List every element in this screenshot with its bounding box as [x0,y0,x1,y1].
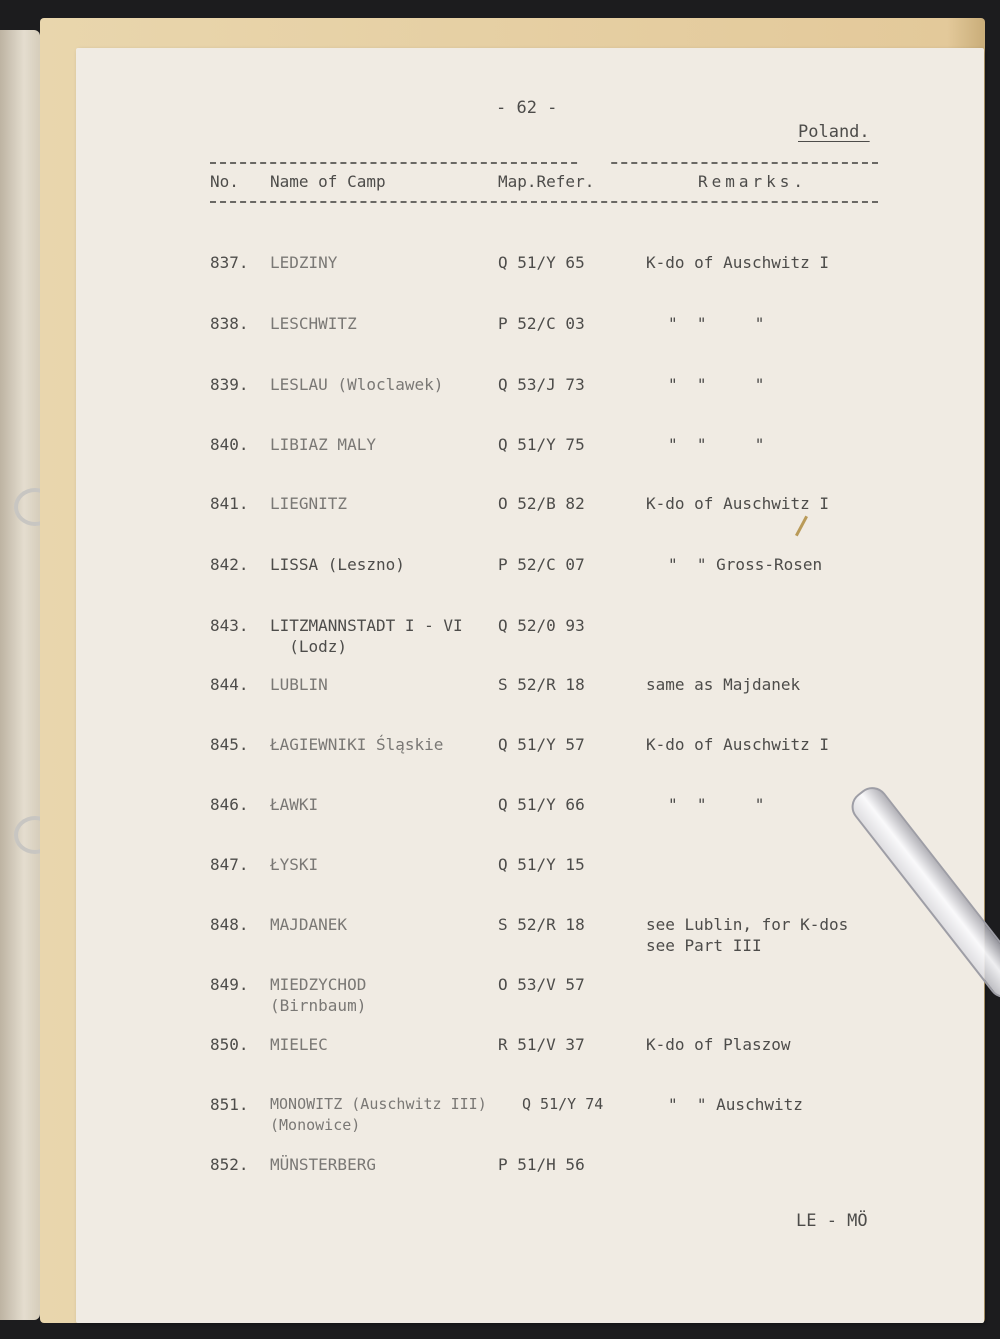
row-number: 837. [210,253,249,272]
map-reference: Q 51/Y 66 [498,795,585,814]
row-number: 848. [210,915,249,934]
remarks: " " " [668,795,765,814]
remarks: " " " [668,435,765,454]
camp-name: MIELEC [270,1035,328,1054]
header-map-reference: Map.Refer. [498,172,595,191]
row-number: 850. [210,1035,249,1054]
camp-name: LIBIAZ MALY [270,435,376,454]
remarks: same as Majdanek [646,675,801,694]
map-reference: S 52/R 18 [498,675,585,694]
table-row [76,615,984,665]
table-row [76,794,984,844]
rule-gap [581,156,611,168]
country-heading: Poland. [798,122,870,142]
row-number: 839. [210,375,249,394]
remarks: " " Auschwitz [668,1095,803,1114]
camp-name: LITZMANNSTADT I - VI (Lodz) [270,616,463,656]
remarks: " " Gross-Rosen [668,555,823,574]
remarks: see Lublin, for K-dos see Part III [646,915,849,955]
map-reference: O 52/B 82 [498,494,585,513]
row-number: 844. [210,675,249,694]
table-row [76,974,984,1024]
header-rule-top [210,162,878,164]
table-row [76,434,984,484]
table-row [76,674,984,724]
page-footer-range: LE - MÖ [796,1211,868,1231]
page-stack [40,18,985,1323]
row-number: 842. [210,555,249,574]
row-number: 849. [210,975,249,994]
camp-name: LUBLIN [270,675,328,694]
table-row [76,914,984,964]
row-number: 843. [210,616,249,635]
map-reference: Q 51/Y 75 [498,435,585,454]
table-row [76,734,984,784]
table-row [76,1094,984,1144]
table-row [76,493,984,543]
table-row [76,313,984,363]
row-number: 847. [210,855,249,874]
row-number: 852. [210,1155,249,1174]
map-reference: P 52/C 03 [498,314,585,333]
camp-name: ŁAWKI [270,795,319,814]
camp-name: ŁYSKI [270,855,319,874]
header-no: No. [210,172,239,191]
map-reference: Q 53/J 73 [498,375,585,394]
facing-page-edge [0,30,40,1320]
document-page [76,48,984,1323]
map-reference: Q 51/Y 15 [498,855,585,874]
row-number: 840. [210,435,249,454]
camp-name: LISSA (Leszno) [270,555,405,574]
camp-name: MONOWITZ (Auschwitz III) (Monowice) [270,1095,487,1134]
page-number: - 62 - [496,98,558,118]
map-reference: P 51/H 56 [498,1155,585,1174]
map-reference: S 52/R 18 [498,915,585,934]
row-number: 841. [210,494,249,513]
camp-name: LESCHWITZ [270,314,357,333]
map-reference: Q 51/Y 57 [498,735,585,754]
map-reference: Q 52/0 93 [498,616,585,635]
header-remarks: Remarks. [698,172,808,191]
remarks: " " " [668,314,765,333]
remarks: K-do of Auschwitz I [646,494,830,513]
table-row [76,854,984,904]
map-reference: P 52/C 07 [498,555,585,574]
map-reference: Q 51/Y 74 [522,1095,604,1113]
map-reference: O 53/V 57 [498,975,585,994]
camp-name: MAJDANEK [270,915,348,934]
camp-name: LEDZINY [270,253,338,272]
remarks: K-do of Auschwitz I [646,253,830,272]
table-row [76,252,984,302]
map-reference: Q 51/Y 65 [498,253,585,272]
camp-name: LIEGNITZ [270,494,348,513]
map-reference: R 51/V 37 [498,1035,585,1054]
remarks: " " " [668,375,765,394]
header-name: Name of Camp [270,172,386,191]
camp-name: MÜNSTERBERG [270,1155,376,1174]
row-number: 845. [210,735,249,754]
row-number: 851. [210,1095,249,1114]
camp-name: LESLAU (Wloclawek) [270,375,444,394]
camp-name: ŁAGIEWNIKI Śląskie [270,735,444,754]
row-number: 846. [210,795,249,814]
remarks: K-do of Auschwitz I [646,735,830,754]
table-row [76,1154,984,1204]
table-row [76,554,984,604]
header-rule-bottom [210,201,878,203]
table-row [76,374,984,424]
row-number: 838. [210,314,249,333]
table-row [76,1034,984,1084]
camp-name: MIEDZYCHOD (Birnbaum) [270,975,367,1015]
remarks: K-do of Plaszow [646,1035,791,1054]
